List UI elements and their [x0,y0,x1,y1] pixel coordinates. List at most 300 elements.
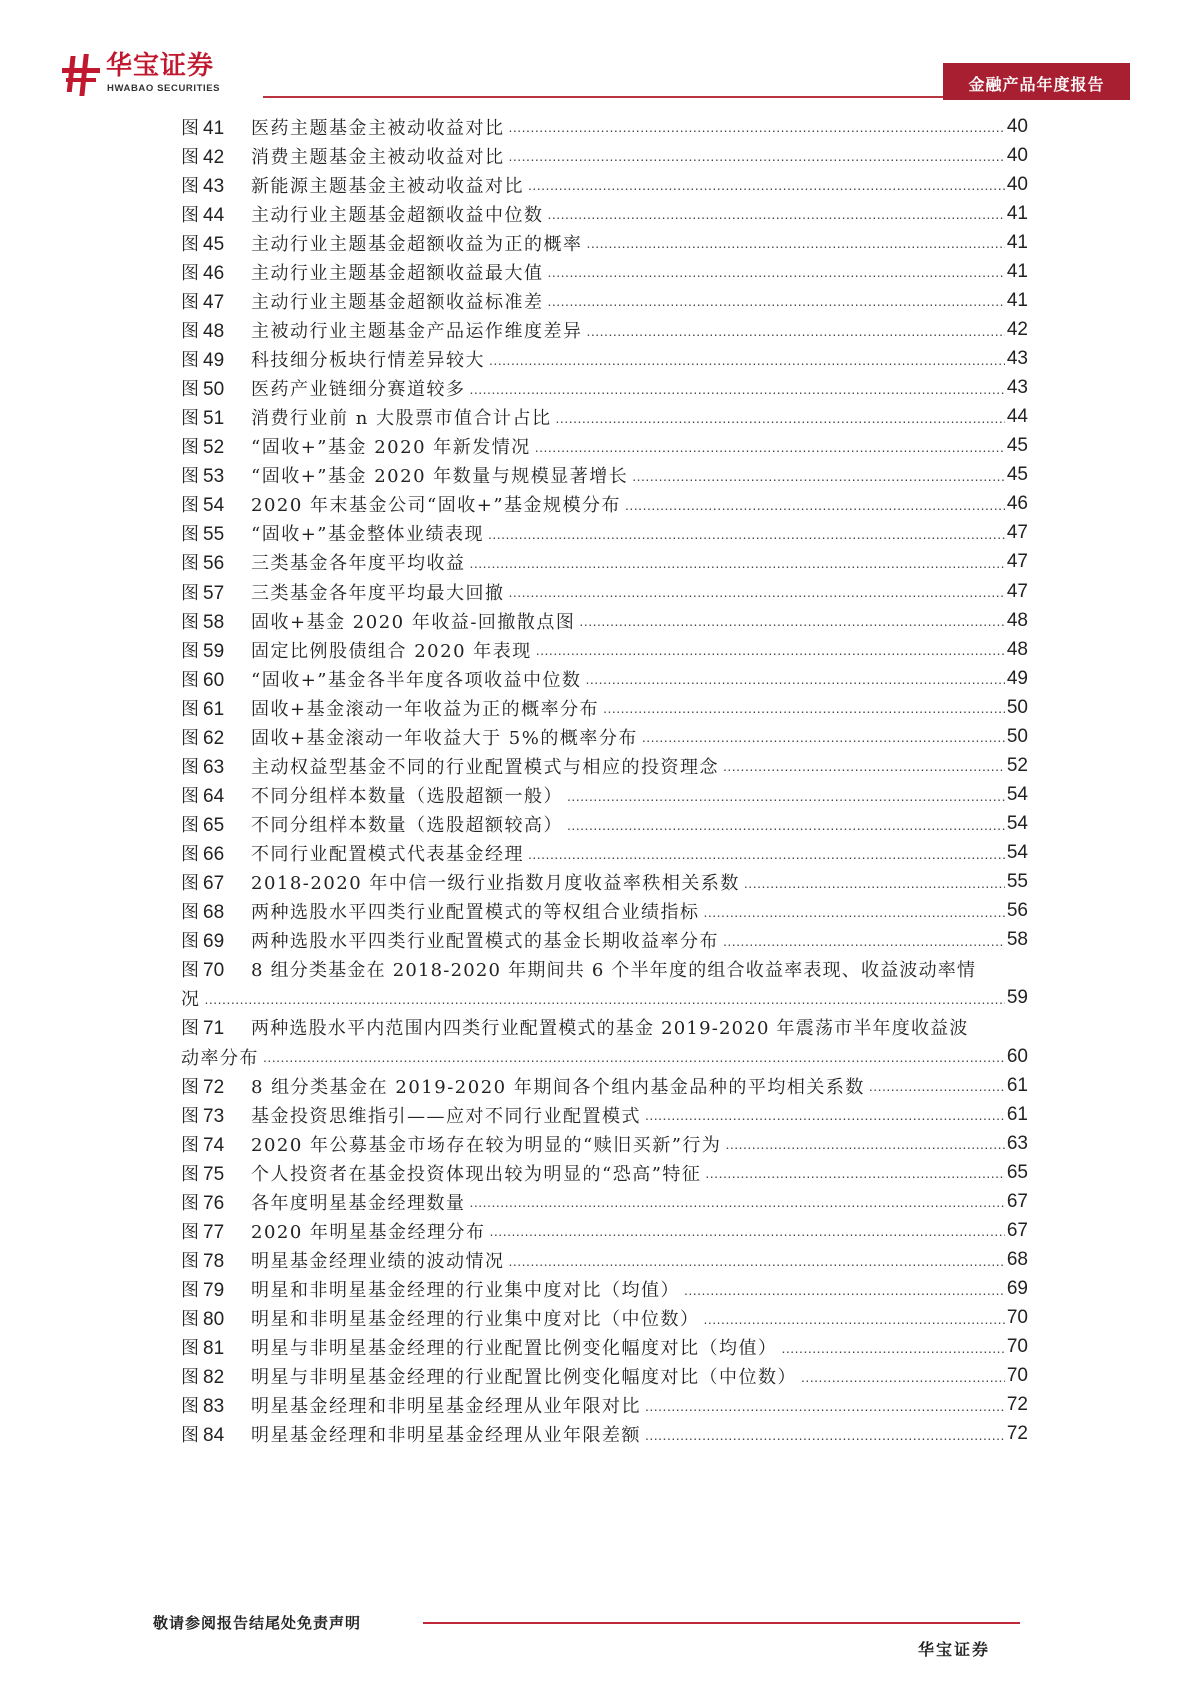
dot-leader [470,555,1005,577]
figure-number: 68 [203,902,225,924]
figure-title: 基金投资思维指引——应对不同行业配置模式 [251,1105,641,1127]
toc-entry-continuation[interactable] [181,1042,1028,1071]
company-logo [62,50,247,100]
dot-leader [509,1253,1005,1275]
toc-entry[interactable] [181,1391,1028,1420]
page-number: 65 [1006,1161,1028,1183]
figure-number: 81 [203,1338,225,1360]
figure-number: 82 [203,1367,225,1389]
page-number: 41 [1006,260,1028,282]
figure-prefix: 图 [181,698,199,720]
figure-title: 三类基金各年度平均收益 [251,553,466,575]
figure-label [181,520,251,546]
figure-number: 66 [203,844,225,866]
dot-leader [548,264,1005,286]
page-number: 61 [1006,1103,1028,1125]
figure-label [181,1334,251,1360]
toc-entry[interactable] [181,955,1028,984]
figure-title: 8 组分类基金在 2019-2020 年期间各个组内基金品种的平均相关系数 [251,1076,865,1098]
toc-entry[interactable] [181,315,1028,344]
toc-entry[interactable] [181,199,1028,228]
figure-label [181,1247,251,1273]
figure-number: 55 [203,524,225,546]
figure-prefix: 图 [181,1018,199,1040]
toc-entry[interactable] [181,1100,1028,1129]
figure-prefix: 图 [181,408,199,430]
page-number: 58 [1006,929,1028,951]
figure-label [181,637,251,663]
figure-label [181,811,251,837]
figure-title: 新能源主题基金主被动收益对比 [251,175,524,197]
figure-label [181,1305,251,1331]
figure-title: 消费行业前 n 大股票市值合计占比 [251,408,552,430]
figure-number: 41 [203,117,225,139]
figure-number: 53 [203,466,225,488]
figure-number: 58 [203,611,225,633]
figure-title: 固收+基金滚动一年收益大于 5%的概率分布 [251,727,638,749]
dot-leader [723,758,1005,780]
page-number: 54 [1006,783,1028,805]
figure-prefix: 图 [181,582,199,604]
toc-entry[interactable] [181,432,1028,461]
dot-leader [470,1194,1005,1216]
dot-leader [567,817,1005,839]
figure-prefix: 图 [181,117,199,139]
figure-prefix: 图 [181,815,199,837]
dot-leader [704,1311,1005,1333]
toc-entry[interactable] [181,1187,1028,1216]
figure-title: 两种选股水平四类行业配置模式的等权组合业绩指标 [251,902,700,924]
figure-prefix: 图 [181,350,199,372]
toc-entry[interactable] [181,664,1028,693]
dot-leader [509,119,1005,141]
figure-prefix: 图 [181,262,199,284]
figure-number: 60 [203,669,225,691]
figure-number: 79 [203,1280,225,1302]
page-number: 48 [1006,609,1028,631]
figure-number: 77 [203,1221,225,1243]
page-number: 47 [1006,522,1028,544]
figure-title: 明星与非明星基金经理的行业配置比例变化幅度对比（均值） [251,1338,778,1360]
figure-label [181,491,251,517]
dot-leader [642,729,1005,751]
page-number: 46 [1006,493,1028,515]
figure-title: “固收+”基金整体业绩表现 [251,524,484,546]
figure-title: 2020 年明星基金经理分布 [251,1221,486,1243]
figure-label [181,1014,251,1040]
toc-entry[interactable] [181,926,1028,955]
toc-entry[interactable] [181,1216,1028,1245]
toc-entry[interactable] [181,722,1028,751]
figure-title: 个人投资者在基金投资体现出较为明显的“恐高”特征 [251,1163,702,1185]
figure-number: 74 [203,1134,225,1156]
figure-label [181,724,251,750]
figure-title: 不同行业配置模式代表基金经理 [251,844,524,866]
figure-number: 42 [203,146,225,168]
page-number: 48 [1006,638,1028,660]
figure-prefix: 图 [181,756,199,778]
dot-leader [205,991,1005,1013]
dot-leader [528,846,1005,868]
dot-leader [744,875,1005,897]
figure-prefix: 图 [181,175,199,197]
figure-label [181,1189,251,1215]
toc-entry[interactable] [181,286,1028,315]
figure-title: 明星和非明星基金经理的行业集中度对比（均值） [251,1280,680,1302]
toc-entry[interactable] [181,1158,1028,1187]
figure-prefix: 图 [181,320,199,342]
figure-title: 2020 年公募基金市场存在较为明显的“赎旧买新”行为 [251,1134,722,1156]
toc-entry[interactable] [181,839,1028,868]
figure-title: 两种选股水平内范围内四类行业配置模式的基金 2019-2020 年震荡市半年度收益波 [251,1018,969,1040]
figure-label [181,927,251,953]
figure-title-continuation: 动率分布 [181,1047,259,1069]
toc-entry[interactable] [181,1275,1028,1304]
page-number: 72 [1006,1394,1028,1416]
figure-number: 51 [203,408,225,430]
figure-number: 67 [203,873,225,895]
figure-prefix: 图 [181,669,199,691]
logo-chinese-name: 华宝证券 [106,51,215,81]
figure-title: 主被动行业主题基金产品运作维度差异 [251,320,583,342]
figure-prefix: 图 [181,1221,199,1243]
toc-entry[interactable] [181,1129,1028,1158]
figure-prefix: 图 [181,960,199,982]
figure-prefix: 图 [181,379,199,401]
figure-number: 63 [203,756,225,778]
figure-prefix: 图 [181,553,199,575]
figure-title: 明星与非明星基金经理的行业配置比例变化幅度对比（中位数） [251,1367,797,1389]
figure-label [181,695,251,721]
page-number: 40 [1006,144,1028,166]
figure-number: 73 [203,1105,225,1127]
figure-list [181,112,1028,1449]
figure-label [181,230,251,256]
toc-entry[interactable] [181,461,1028,490]
dot-leader [579,613,1004,635]
page-number: 60 [1006,1045,1028,1067]
figure-label [181,462,251,488]
figure-label [181,259,251,285]
figure-prefix: 图 [181,844,199,866]
figure-title: 固定比例股债组合 2020 年表现 [251,640,532,662]
figure-number: 80 [203,1309,225,1331]
footer-brand: 华宝证券 [918,1640,991,1659]
figure-label [181,404,251,430]
figure-label [181,433,251,459]
figure-prefix: 图 [181,233,199,255]
figure-prefix: 图 [181,524,199,546]
toc-entry[interactable] [181,1013,1028,1042]
page-number: 70 [1006,1307,1028,1329]
page-number: 47 [1006,551,1028,573]
figure-label [181,375,251,401]
dot-leader [470,381,1005,403]
figure-prefix: 图 [181,1367,199,1389]
toc-entry[interactable] [181,374,1028,403]
dot-leader [869,1078,1005,1100]
dot-leader [489,352,1005,374]
logo-english-name: HWABAO SECURITIES [107,83,221,94]
toc-entry[interactable] [181,897,1028,926]
figure-title: 主动行业主题基金超额收益为正的概率 [251,233,583,255]
figure-title: “固收+”基金各半年度各项收益中位数 [251,669,582,691]
page-number: 55 [1006,871,1028,893]
figure-label [181,201,251,227]
figure-label [181,143,251,169]
figure-prefix: 图 [181,873,199,895]
figure-number: 57 [203,582,225,604]
figure-number: 72 [203,1076,225,1098]
figure-title: 明星基金经理业绩的波动情况 [251,1250,505,1272]
page-number: 72 [1006,1423,1028,1445]
dot-leader [536,642,1005,664]
figure-prefix: 图 [181,785,199,807]
page-number: 67 [1006,1190,1028,1212]
figure-title: 明星和非明星基金经理的行业集中度对比（中位数） [251,1309,700,1331]
figure-title: “固收+”基金 2020 年新发情况 [251,437,531,459]
figure-prefix: 图 [181,902,199,924]
figure-prefix: 图 [181,1280,199,1302]
figure-prefix: 图 [181,437,199,459]
figure-label [181,1218,251,1244]
figure-label [181,898,251,924]
toc-entry[interactable] [181,810,1028,839]
dot-leader [488,526,1005,548]
figure-title: 消费主题基金主被动收益对比 [251,146,505,168]
figure-prefix: 图 [181,495,199,517]
figure-label [181,1392,251,1418]
toc-entry[interactable] [181,606,1028,635]
figure-title: “固收+”基金 2020 年数量与规模显著增长 [251,466,629,488]
figure-number: 64 [203,785,225,807]
toc-entry[interactable] [181,112,1028,141]
dot-leader [556,410,1005,432]
figure-title-continuation: 况 [181,989,201,1011]
toc-entry[interactable] [181,1333,1028,1362]
figure-number: 43 [203,175,225,197]
figure-prefix: 图 [181,466,199,488]
dot-leader [548,293,1005,315]
figure-number: 83 [203,1396,225,1418]
figure-number: 71 [203,1018,225,1040]
toc-entry[interactable] [181,1420,1028,1449]
figure-number: 47 [203,291,225,313]
toc-entry[interactable] [181,228,1028,257]
figure-prefix: 图 [181,931,199,953]
report-type-badge: 金融产品年度报告 [943,63,1130,100]
figure-number: 70 [203,960,225,982]
toc-entry-continuation[interactable] [181,984,1028,1013]
toc-entry[interactable] [181,548,1028,577]
figure-title: 科技细分板块行情差异较大 [251,350,485,372]
figure-number: 84 [203,1425,225,1447]
footer-divider [423,1622,1020,1624]
dot-leader [587,235,1005,257]
dot-leader [603,700,1005,722]
toc-entry[interactable] [181,170,1028,199]
toc-entry[interactable] [181,1245,1028,1274]
toc-entry[interactable] [181,1362,1028,1391]
figure-label [181,1131,251,1157]
figure-number: 69 [203,931,225,953]
dot-leader [586,671,1005,693]
page-number: 67 [1006,1219,1028,1241]
toc-entry[interactable] [181,1071,1028,1100]
figure-label [181,1102,251,1128]
figure-title: 三类基金各年度平均最大回撤 [251,582,505,604]
dot-leader [782,1340,1005,1362]
dot-leader [548,206,1005,228]
toc-entry[interactable] [181,1304,1028,1333]
toc-entry[interactable] [181,490,1028,519]
figure-number: 46 [203,262,225,284]
page-number: 40 [1006,115,1028,137]
figure-label [181,549,251,575]
dot-leader [567,788,1005,810]
toc-entry[interactable] [181,751,1028,780]
page-number: 70 [1006,1365,1028,1387]
page-number: 45 [1006,464,1028,486]
header-divider [263,96,943,98]
figure-number: 52 [203,437,225,459]
figure-number: 44 [203,204,225,226]
figure-number: 76 [203,1192,225,1214]
figure-label [181,288,251,314]
figure-label [181,579,251,605]
figure-prefix: 图 [181,1105,199,1127]
dot-leader [625,497,1005,519]
figure-label [181,346,251,372]
figure-prefix: 图 [181,1396,199,1418]
figure-title: 主动行业主题基金超额收益标准差 [251,291,544,313]
figure-label [181,317,251,343]
page-number: 43 [1006,348,1028,370]
figure-number: 48 [203,320,225,342]
dot-leader [704,904,1005,926]
page-number: 40 [1006,173,1028,195]
figure-label [181,1276,251,1302]
figure-prefix: 图 [181,640,199,662]
hwabao-logo-icon [62,52,100,96]
figure-label [181,666,251,692]
figure-prefix: 图 [181,1134,199,1156]
figure-label [181,956,251,982]
page-number: 47 [1006,580,1028,602]
page-number: 69 [1006,1278,1028,1300]
dot-leader [645,1427,1005,1449]
page-number: 41 [1006,202,1028,224]
dot-leader [490,1223,1005,1245]
figure-prefix: 图 [181,1192,199,1214]
figure-prefix: 图 [181,727,199,749]
page-number: 68 [1006,1248,1028,1270]
figure-title: 各年度明星基金经理数量 [251,1192,466,1214]
page-number: 50 [1006,725,1028,747]
page-number: 61 [1006,1074,1028,1096]
page-number: 54 [1006,842,1028,864]
figure-prefix: 图 [181,1076,199,1098]
dot-leader [645,1107,1005,1129]
page-number: 43 [1006,377,1028,399]
figure-number: 65 [203,815,225,837]
figure-label [181,114,251,140]
toc-entry[interactable] [181,577,1028,606]
toc-entry[interactable] [181,868,1028,897]
figure-number: 50 [203,379,225,401]
figure-title: 主动行业主题基金超额收益中位数 [251,204,544,226]
figure-label [181,172,251,198]
figure-number: 75 [203,1163,225,1185]
figure-number: 78 [203,1250,225,1272]
figure-title: 明星基金经理和非明星基金经理从业年限对比 [251,1396,641,1418]
page-number: 41 [1006,231,1028,253]
toc-entry[interactable] [181,345,1028,374]
figure-prefix: 图 [181,1309,199,1331]
figure-title: 固收+基金 2020 年收益-回撤散点图 [251,611,576,633]
figure-title: 主动行业主题基金超额收益最大值 [251,262,544,284]
figure-number: 62 [203,727,225,749]
figure-prefix: 图 [181,1425,199,1447]
dot-leader [632,468,1005,490]
figure-label [181,840,251,866]
page-number: 56 [1006,900,1028,922]
figure-number: 61 [203,698,225,720]
figure-label [181,869,251,895]
figure-number: 45 [203,233,225,255]
toc-entry[interactable] [181,780,1028,809]
dot-leader [725,1136,1004,1158]
figure-label [181,1073,251,1099]
figure-title: 明星基金经理和非明星基金经理从业年限差额 [251,1425,641,1447]
toc-entry[interactable] [181,519,1028,548]
toc-entry[interactable] [181,403,1028,432]
toc-entry[interactable] [181,635,1028,664]
toc-entry[interactable] [181,693,1028,722]
page-number: 63 [1006,1132,1028,1154]
figure-title: 不同分组样本数量（选股超额一般） [251,785,563,807]
figure-label [181,753,251,779]
disclaimer-note: 敬请参阅报告结尾处免责声明 [153,1614,362,1632]
dot-leader [587,323,1005,345]
dot-leader [684,1282,1005,1304]
figure-title: 固收+基金滚动一年收益为正的概率分布 [251,698,600,720]
figure-number: 59 [203,640,225,662]
figure-title: 两种选股水平四类行业配置模式的基金长期收益率分布 [251,931,719,953]
dot-leader [263,1049,1005,1071]
page-number: 54 [1006,813,1028,835]
toc-entry[interactable] [181,257,1028,286]
figure-prefix: 图 [181,1338,199,1360]
figure-label [181,1363,251,1389]
figure-label [181,1160,251,1186]
figure-number: 49 [203,350,225,372]
figure-prefix: 图 [181,611,199,633]
figure-title: 2018-2020 年中信一级行业指数月度收益率秩相关系数 [251,873,740,895]
figure-label [181,608,251,634]
dot-leader [509,584,1005,606]
page-number: 42 [1006,318,1028,340]
page-number: 59 [1006,987,1028,1009]
dot-leader [723,933,1005,955]
page-number: 41 [1006,289,1028,311]
toc-entry[interactable] [181,141,1028,170]
figure-prefix: 图 [181,146,199,168]
page-number: 44 [1006,406,1028,428]
figure-title: 医药主题基金主被动收益对比 [251,117,505,139]
figure-title: 主动权益型基金不同的行业配置模式与相应的投资理念 [251,756,719,778]
page-number: 49 [1006,667,1028,689]
